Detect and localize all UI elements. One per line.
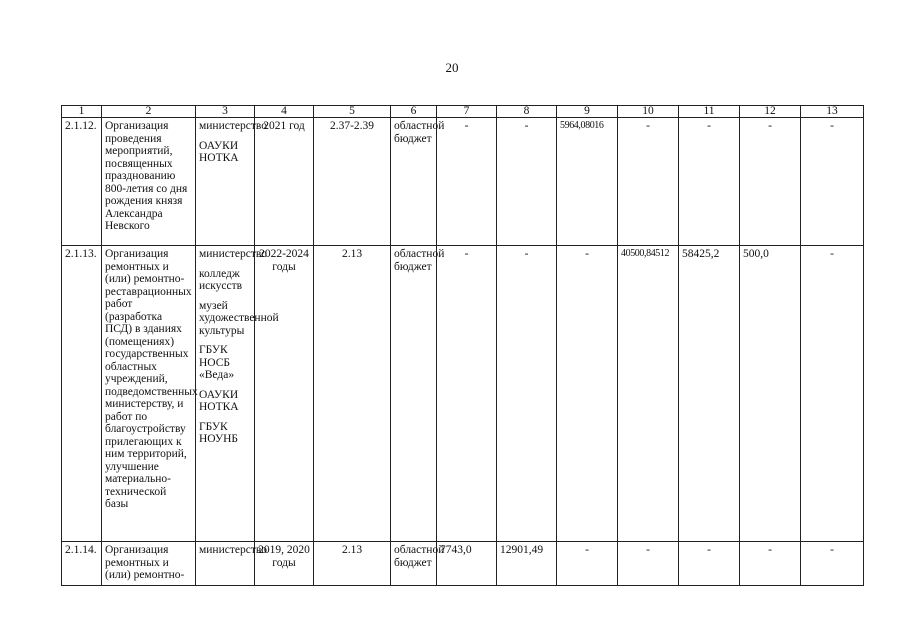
years: 2019, 2020 годы [255, 542, 314, 586]
measure-name: Организация ремонтных и (или) ремонтно-реставрационных работ (разработка ПСД) в зданиях (помещениях) государственных областных учреждений, подведомственных министерству, и работ по благоустройству прилегающих к ним территорий, улучшение материально-технической базы [102, 246, 196, 542]
years: 2022-2024 годы [255, 246, 314, 542]
header-cell: 13 [801, 106, 864, 118]
value-col-11: - [679, 118, 740, 246]
executor: ОАУКИ НОТКА [199, 388, 239, 413]
executor: министерство [199, 544, 267, 556]
header-cell: 1 [62, 106, 102, 118]
value-col-13: - [801, 542, 864, 586]
executor: министерство [199, 120, 267, 132]
header-cell: 8 [497, 106, 557, 118]
row-number: 2.1.12. [62, 118, 102, 246]
value-col-12: 500,0 [740, 246, 801, 542]
value-col-13: - [801, 118, 864, 246]
executor: музей художественной культуры [199, 299, 279, 337]
executors-cell [196, 542, 267, 586]
funding-source: областной бюджет [391, 118, 437, 246]
value-col-10: 40500,84512 [618, 246, 679, 542]
header-cell: 10 [618, 106, 679, 118]
value-col-12: - [740, 542, 801, 586]
header-cell: 3 [196, 106, 255, 118]
value-col-7: 7743,0 [437, 542, 497, 586]
executor: ГБУК НОСБ «Веда» [199, 344, 235, 381]
indicator-links: 2.37-2.39 [314, 118, 391, 246]
value-col-10: - [618, 542, 679, 586]
executor: министерство [199, 248, 267, 260]
header-cell: 9 [557, 106, 618, 118]
executors-cell [196, 118, 267, 246]
executor: колледж искусств [199, 267, 243, 292]
value-col-9: - [557, 542, 618, 586]
table-row [62, 246, 864, 542]
value-col-10: - [618, 118, 679, 246]
measure-name: Организация ремонтных и (или) ремонтно- [102, 542, 196, 586]
row-number: 2.1.13. [62, 246, 102, 542]
measure-name: Организация проведения мероприятий, посвященных празднованию 800-летия со дня рождения князя Александра Невского [102, 118, 196, 246]
value-col-11: 58425,2 [679, 246, 740, 542]
table-row [62, 542, 864, 586]
header-cell: 6 [391, 106, 437, 118]
value-col-7: - [437, 246, 497, 542]
value-col-7: - [437, 118, 497, 246]
indicator-links: 2.13 [314, 542, 391, 586]
header-row [62, 106, 864, 118]
executor: ГБУК НОУНБ [199, 420, 239, 445]
funding-source: областной бюджет [391, 246, 437, 542]
executor: ОАУКИ НОТКА [199, 139, 239, 164]
page-number: 20 [445, 60, 459, 75]
indicator-links: 2.13 [314, 246, 391, 542]
value-col-9: 5964,08016 [557, 118, 618, 246]
value-col-8: - [497, 246, 557, 542]
program-table [61, 105, 864, 586]
executors-cell [196, 246, 279, 542]
header-cell: 2 [102, 106, 196, 118]
header-cell: 5 [314, 106, 391, 118]
value-col-8: 12901,49 [497, 542, 557, 586]
value-col-11: - [679, 542, 740, 586]
value-col-9: - [557, 246, 618, 542]
funding-source: областной бюджет [391, 542, 437, 586]
header-cell: 12 [740, 106, 801, 118]
row-number: 2.1.14. [62, 542, 102, 586]
value-col-8: - [497, 118, 557, 246]
value-col-12: - [740, 118, 801, 246]
years: 2021 год [255, 118, 314, 246]
header-cell: 11 [679, 106, 740, 118]
header-cell: 7 [437, 106, 497, 118]
table-row [62, 118, 864, 246]
header-cell: 4 [255, 106, 314, 118]
value-col-13: - [801, 246, 864, 542]
